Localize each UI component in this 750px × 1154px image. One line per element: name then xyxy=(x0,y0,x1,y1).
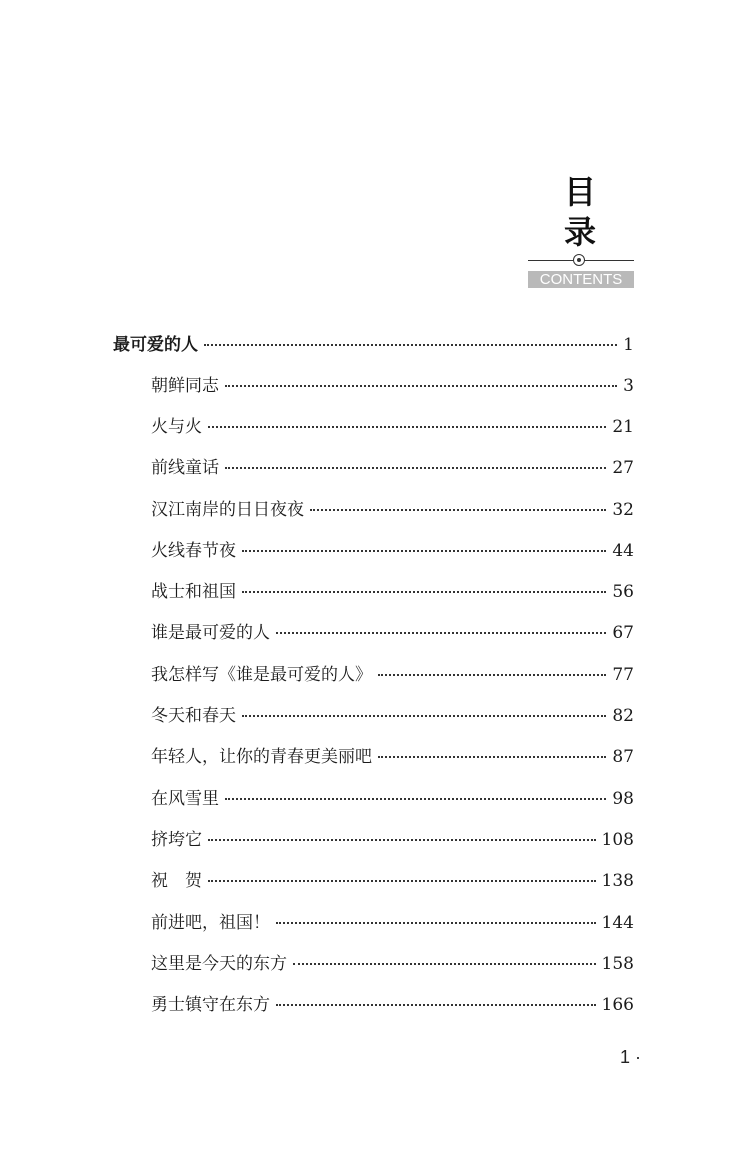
toc-entry-page: 108 xyxy=(601,830,634,850)
dot-leader xyxy=(293,962,596,965)
page-number: 1 · xyxy=(620,1047,642,1067)
toc-entry-title: 祝 贺 xyxy=(151,871,202,891)
toc-entry[interactable] xyxy=(151,664,634,686)
toc-entry-page: 1 xyxy=(623,335,634,355)
dot-leader xyxy=(208,879,596,882)
toc-entry-page: 56 xyxy=(612,582,634,602)
toc-entry[interactable] xyxy=(151,581,634,603)
toc-entry[interactable] xyxy=(151,457,634,479)
dot-leader xyxy=(225,466,606,469)
toc-entry[interactable] xyxy=(151,375,634,397)
toc-entry-title: 冬天和春天 xyxy=(151,706,236,726)
toc-entry-page: 144 xyxy=(601,913,634,933)
toc-entry-page: 98 xyxy=(612,789,634,809)
toc-entry-title: 挤垮它 xyxy=(151,830,202,850)
toc-entry[interactable] xyxy=(151,953,634,975)
toc-entry-page: 32 xyxy=(612,500,634,520)
dot-leader xyxy=(225,384,617,387)
toc-entry-page: 3 xyxy=(623,376,634,396)
toc-entry-page: 158 xyxy=(601,954,634,974)
toc-entry[interactable] xyxy=(151,912,634,934)
toc-entry-page: 166 xyxy=(601,995,634,1015)
dot-leader xyxy=(276,921,596,924)
toc-entry[interactable] xyxy=(151,499,634,521)
dot-leader xyxy=(208,838,596,841)
circle-ornament-icon xyxy=(573,254,585,266)
toc-entry-page: 87 xyxy=(612,747,634,767)
toc-entry-title: 最可爱的人 xyxy=(113,335,198,355)
toc-entry-section[interactable] xyxy=(113,334,634,356)
dot-leader xyxy=(310,508,606,511)
toc-entry[interactable] xyxy=(151,540,634,562)
dot-leader xyxy=(242,549,606,552)
toc-entry[interactable] xyxy=(151,829,634,851)
toc-entry-title: 这里是今天的东方 xyxy=(151,954,287,974)
toc-entry[interactable] xyxy=(151,416,634,438)
dot-leader xyxy=(378,673,606,676)
toc-entry-title: 火线春节夜 xyxy=(151,541,236,561)
dot-leader xyxy=(208,425,606,428)
toc-entry-title: 在风雪里 xyxy=(151,789,219,809)
toc-entry-title: 年轻人，让你的青春更美丽吧 xyxy=(151,747,372,767)
dot-leader xyxy=(378,755,606,758)
toc-entry-page: 44 xyxy=(612,541,634,561)
dot-leader xyxy=(242,714,606,717)
toc-entry[interactable] xyxy=(151,994,634,1016)
toc-entry[interactable] xyxy=(151,705,634,727)
toc-entry-title: 朝鲜同志 xyxy=(151,376,219,396)
page-title: 目录 xyxy=(563,173,616,251)
toc-entry-page: 21 xyxy=(612,417,634,437)
toc-entry-page: 82 xyxy=(612,706,634,726)
toc-entry[interactable] xyxy=(151,788,634,810)
toc-entry[interactable] xyxy=(151,746,634,768)
toc-entry-title: 前进吧，祖国！ xyxy=(151,913,270,933)
toc-entry-title: 勇士镇守在东方 xyxy=(151,995,270,1015)
toc-entry-title: 汉江南岸的日日夜夜 xyxy=(151,500,304,520)
title-ornament xyxy=(528,254,634,268)
toc-entry-title: 火与火 xyxy=(151,417,202,437)
toc-entry-title: 前线童话 xyxy=(151,458,219,478)
toc-entry-title: 战士和祖国 xyxy=(151,582,236,602)
toc-heading xyxy=(528,172,634,288)
toc-entry-page: 138 xyxy=(601,871,634,891)
toc-entry-page: 27 xyxy=(612,458,634,478)
toc-entry[interactable] xyxy=(151,870,634,892)
dot-leader xyxy=(276,1003,596,1006)
page-subtitle: CONTENTS xyxy=(528,271,634,288)
dot-leader xyxy=(225,797,606,800)
dot-leader xyxy=(276,631,606,634)
toc-entry-title: 谁是最可爱的人 xyxy=(151,623,270,643)
dot-leader xyxy=(242,590,606,593)
toc-entry-title: 我怎样写《谁是最可爱的人》 xyxy=(151,665,372,685)
toc-entry-page: 77 xyxy=(612,665,634,685)
toc-entry-page: 67 xyxy=(612,623,634,643)
dot-leader xyxy=(204,343,617,346)
toc-entry[interactable] xyxy=(151,622,634,644)
